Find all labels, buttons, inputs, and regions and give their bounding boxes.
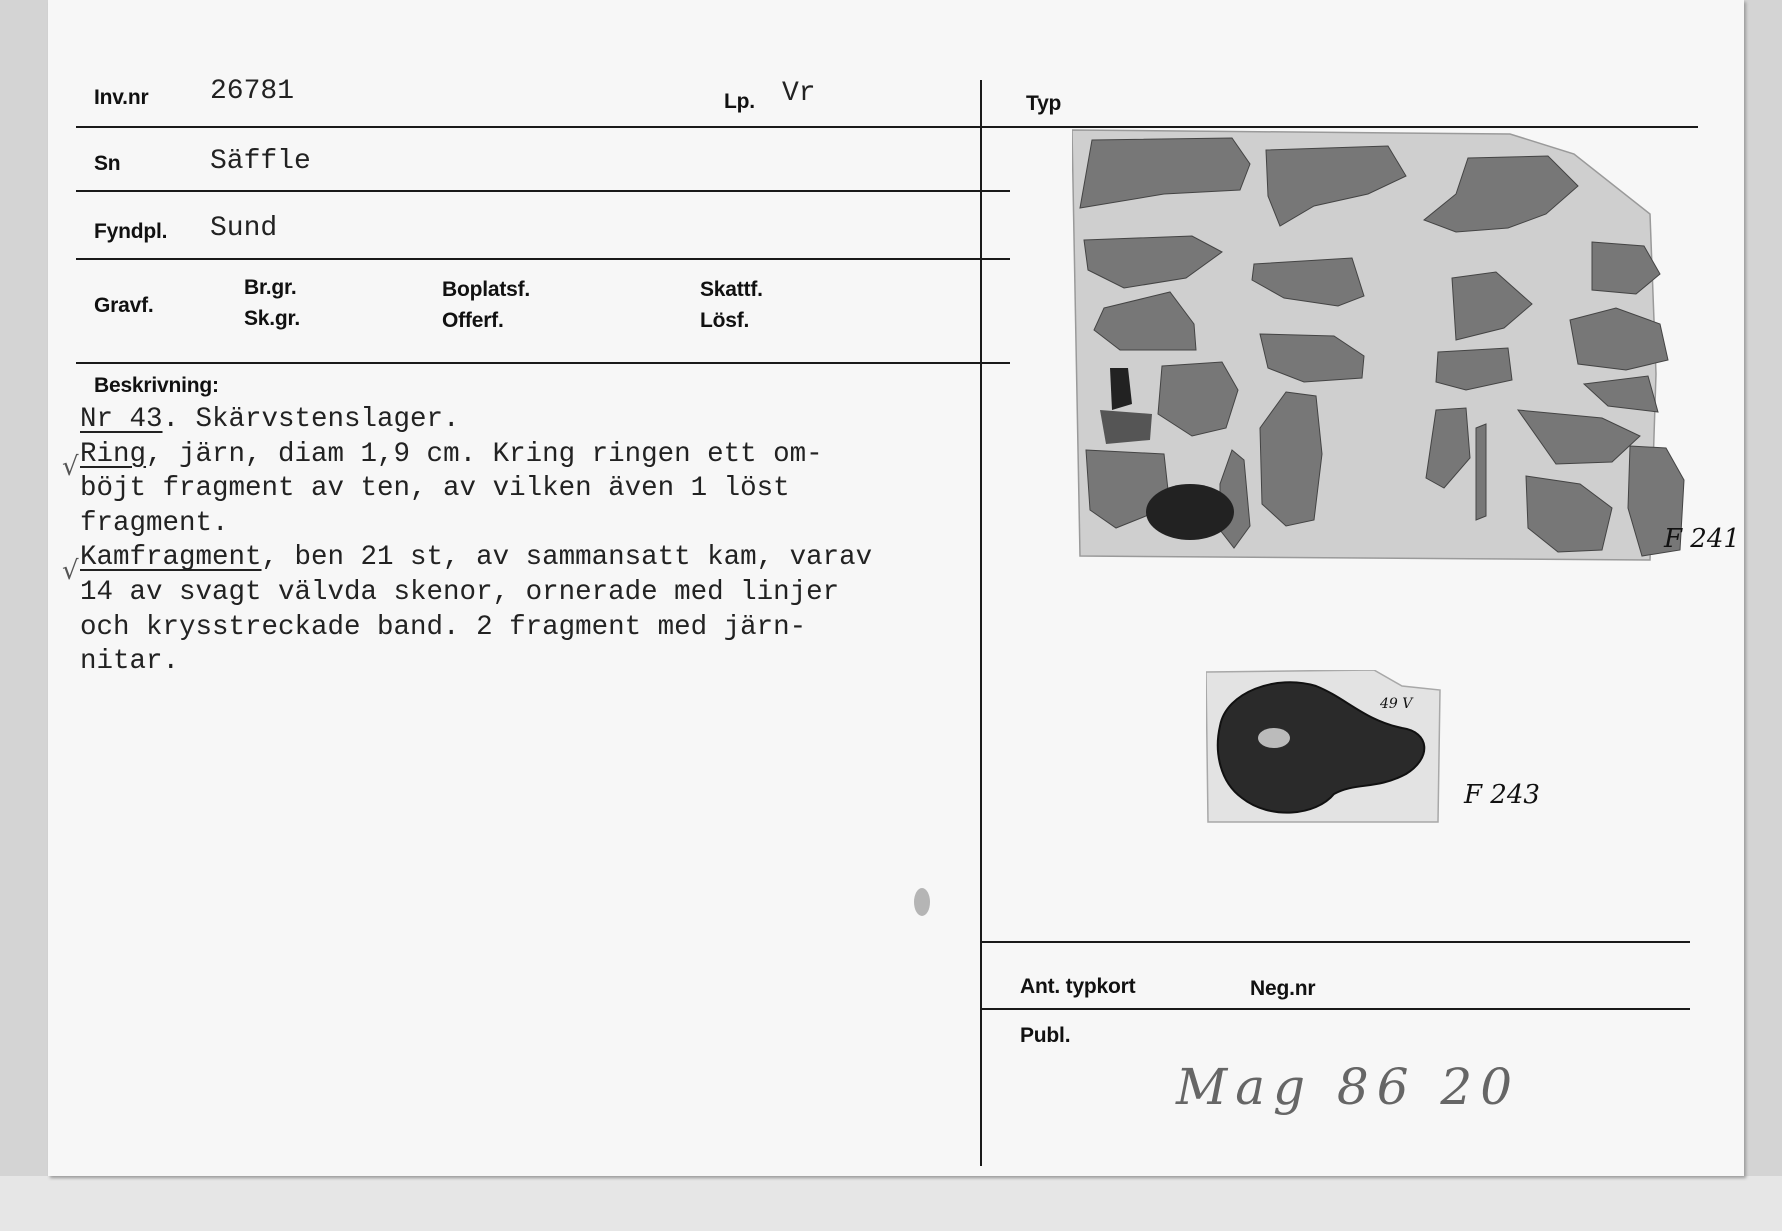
lp-value: Vr [782,78,816,109]
description-line: nitar. [80,646,180,678]
description-line: 14 av svagt välvda skenor, ornerade med linjer [80,576,840,608]
sn-label: Sn [94,152,121,175]
kamfragment-term: Kamfragment [80,542,262,574]
brgr-label: Br.gr. [244,276,297,299]
fyndpl-value: Sund [210,213,278,244]
neg-nr-label: Neg.nr [1250,977,1316,1000]
fyndpl-label: Fyndpl. [94,220,168,243]
offerf-label: Offerf. [442,309,504,332]
column-divider [980,80,982,1166]
ring-term: Ring [80,438,147,470]
photo-label-f243: F 243 [1464,780,1540,810]
beskrivning-label: Beskrivning: [94,374,219,397]
skgr-label: Sk.gr. [244,307,300,330]
row-divider [982,1008,1690,1010]
photo-mark: 49 V [1380,696,1413,712]
description-line: Ring, järn, diam 1,9 cm. Kring ringen ett om- [80,438,823,470]
description-line: fragment. [80,507,229,539]
inv-nr-label: Inv.nr [94,86,149,109]
photo-label-f241: F 241 [1664,524,1740,554]
gravf-label: Gravf. [94,294,154,317]
row-divider [76,258,1010,260]
description-line: och krysstreckade band. 2 fragment med järn- [80,611,807,643]
scan-speck [914,888,930,916]
scan-background [0,1176,1782,1231]
typ-label: Typ [1026,92,1062,115]
row-divider [982,941,1690,943]
description-line: Nr 43. Skärvstenslager. [80,404,460,435]
losf-label: Lösf. [700,309,750,332]
publ-label: Publ. [1020,1024,1071,1047]
row-divider [76,126,1010,128]
sn-value: Säffle [210,146,311,177]
ant-typkort-label: Ant. typkort [1020,975,1136,998]
boplatsf-label: Boplatsf. [442,278,531,301]
inv-nr-value: 26781 [210,76,295,107]
row-divider [76,190,1010,192]
description-line: Kamfragment, ben 21 st, av sammansatt kam, varav [80,542,873,574]
find-number: Nr 43 [80,404,163,435]
catalog-card [48,0,1744,1176]
description-text [80,403,872,680]
check-mark-icon: √ [62,556,79,586]
publ-handwritten-value: Mag 86 20 [1176,1058,1521,1116]
row-divider [76,362,1010,364]
skattf-label: Skattf. [700,278,763,301]
iron-ring-photo [1206,670,1442,828]
check-mark-icon: √ [62,452,79,482]
description-line: böjt fragment av ten, av vilken även 1 löst [80,473,790,505]
lp-label: Lp. [724,90,755,113]
comb-fragments-photo [1072,128,1700,572]
